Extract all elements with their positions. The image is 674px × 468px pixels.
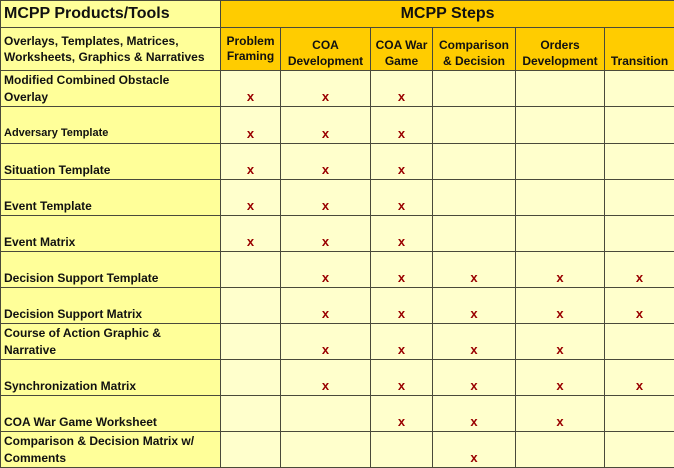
check-mark-cell: x xyxy=(516,360,605,396)
check-mark-cell: x xyxy=(433,252,516,288)
check-mark-cell: x xyxy=(433,288,516,324)
check-mark-cell: x xyxy=(281,252,371,288)
product-label: Decision Support Template xyxy=(1,252,221,288)
check-mark-cell: x xyxy=(281,180,371,216)
empty-cell xyxy=(605,216,674,252)
empty-cell xyxy=(281,396,371,432)
check-mark-cell: x xyxy=(371,360,433,396)
check-mark-cell: x xyxy=(281,288,371,324)
table-row xyxy=(1,216,674,252)
check-mark-cell: x xyxy=(281,216,371,252)
check-mark-cell: x xyxy=(516,288,605,324)
empty-cell xyxy=(605,107,674,144)
check-mark-cell: x xyxy=(605,252,674,288)
step-header-comparison-decision: Comparison & Decision xyxy=(433,28,516,71)
empty-cell xyxy=(516,71,605,107)
product-label: Synchronization Matrix xyxy=(1,360,221,396)
products-subtitle-line2: Worksheets, Graphics & Narratives xyxy=(4,49,220,65)
empty-cell xyxy=(516,432,605,468)
check-mark-cell: x xyxy=(516,252,605,288)
table-row xyxy=(1,396,674,432)
check-mark-cell: x xyxy=(605,288,674,324)
empty-cell xyxy=(516,180,605,216)
check-mark-cell: x xyxy=(221,107,281,144)
check-mark-cell: x xyxy=(433,360,516,396)
empty-cell xyxy=(221,360,281,396)
product-label: Event Template xyxy=(1,180,221,216)
product-label: Modified Combined Obstacle Overlay xyxy=(1,71,221,107)
table-row xyxy=(1,324,674,360)
empty-cell xyxy=(433,71,516,107)
check-mark-cell: x xyxy=(221,71,281,107)
check-mark-cell: x xyxy=(371,324,433,360)
empty-cell xyxy=(516,107,605,144)
empty-cell xyxy=(221,252,281,288)
table-row xyxy=(1,144,674,180)
table-row xyxy=(1,71,674,107)
product-label: Situation Template xyxy=(1,144,221,180)
empty-cell xyxy=(433,144,516,180)
empty-cell xyxy=(221,396,281,432)
product-label: Adversary Template xyxy=(1,107,221,144)
check-mark-cell: x xyxy=(281,107,371,144)
empty-cell xyxy=(221,324,281,360)
products-title: MCPP Products/Tools xyxy=(1,1,221,28)
check-mark-cell: x xyxy=(281,71,371,107)
product-rows xyxy=(1,71,674,468)
empty-cell xyxy=(516,216,605,252)
check-mark-cell: x xyxy=(371,288,433,324)
table-row xyxy=(1,107,674,144)
table-row xyxy=(1,288,674,324)
check-mark-cell: x xyxy=(516,324,605,360)
check-mark-cell: x xyxy=(221,144,281,180)
empty-cell xyxy=(221,288,281,324)
empty-cell xyxy=(371,432,433,468)
product-label: COA War Game Worksheet xyxy=(1,396,221,432)
table-row xyxy=(1,360,674,396)
check-mark-cell: x xyxy=(371,144,433,180)
products-subtitle-line1: Overlays, Templates, Matrices, xyxy=(4,33,220,49)
table-row xyxy=(1,180,674,216)
empty-cell xyxy=(605,71,674,107)
empty-cell xyxy=(516,144,605,180)
step-header-coa-war-game: COA War Game xyxy=(371,28,433,71)
empty-cell xyxy=(605,180,674,216)
empty-cell xyxy=(433,107,516,144)
product-label: Course of Action Graphic & Narrative xyxy=(1,324,221,360)
check-mark-cell: x xyxy=(221,180,281,216)
step-header-transition: Transition xyxy=(605,28,674,71)
empty-cell xyxy=(605,432,674,468)
check-mark-cell: x xyxy=(371,107,433,144)
table-row xyxy=(1,432,674,468)
step-header-coa-development: COA Development xyxy=(281,28,371,71)
check-mark-cell: x xyxy=(605,360,674,396)
empty-cell xyxy=(433,180,516,216)
empty-cell xyxy=(221,432,281,468)
check-mark-cell: x xyxy=(371,71,433,107)
steps-title: MCPP Steps xyxy=(221,1,674,28)
products-subtitle xyxy=(1,28,221,71)
empty-cell xyxy=(281,432,371,468)
check-mark-cell: x xyxy=(433,324,516,360)
check-mark-cell: x xyxy=(371,252,433,288)
check-mark-cell: x xyxy=(516,396,605,432)
product-label: Comparison & Decision Matrix w/ Comments xyxy=(1,432,221,468)
table-row xyxy=(1,252,674,288)
title-row xyxy=(1,1,674,28)
check-mark-cell: x xyxy=(371,216,433,252)
empty-cell xyxy=(433,216,516,252)
empty-cell xyxy=(605,324,674,360)
check-mark-cell: x xyxy=(281,324,371,360)
step-header-orders-development: Orders Development xyxy=(516,28,605,71)
check-mark-cell: x xyxy=(433,432,516,468)
check-mark-cell: x xyxy=(281,360,371,396)
check-mark-cell: x xyxy=(371,180,433,216)
empty-cell xyxy=(605,144,674,180)
column-header-row xyxy=(1,28,674,71)
product-label: Decision Support Matrix xyxy=(1,288,221,324)
check-mark-cell: x xyxy=(221,216,281,252)
check-mark-cell: x xyxy=(371,396,433,432)
product-label: Event Matrix xyxy=(1,216,221,252)
check-mark-cell: x xyxy=(433,396,516,432)
empty-cell xyxy=(605,396,674,432)
step-header-problem-framing: Problem Framing xyxy=(221,28,281,71)
check-mark-cell: x xyxy=(281,144,371,180)
